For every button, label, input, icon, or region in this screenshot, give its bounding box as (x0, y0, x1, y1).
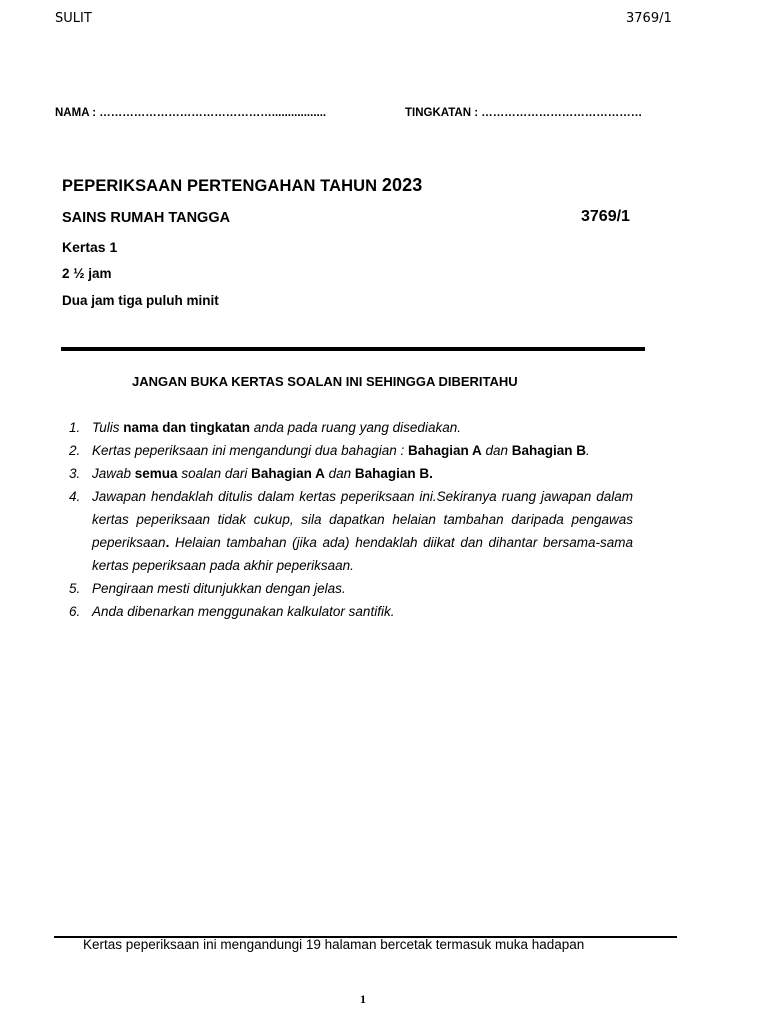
instruction-emphasis: Bahagian A (407, 443, 482, 458)
instruction-text (92, 439, 633, 462)
instruction-fragment: dan (481, 443, 512, 458)
instruction-number: 2. (69, 443, 81, 458)
instruction-emphasis: semua (134, 466, 178, 481)
instruction-text (92, 577, 633, 600)
security-label: SULIT (55, 11, 92, 26)
instruction-number: 4. (69, 489, 81, 504)
subject-name: SAINS RUMAH TANGGA (62, 210, 231, 226)
instruction-item (62, 577, 633, 600)
instruction-item (62, 485, 633, 577)
subject-code: 3769/1 (581, 208, 630, 225)
instruction-item (62, 600, 633, 623)
instruction-fragment: Jawapan hendaklah ditulis dalam kertas peperiksaan ini.Sekiranya ruang jawapan dalam kertas peperiksaan tidak cukup, sila dapatkan helaian tambahan daripada pengawas peperiksaan (92, 489, 633, 550)
instruction-fragment: Jawab (92, 466, 135, 481)
instruction-fragment: Anda dibenarkan menggunakan kalkulator santifik. (92, 604, 395, 619)
form-field: TINGKATAN : …………………………………… (405, 107, 643, 119)
instruction-fragment: Helaian tambahan (jika ada) hendaklah diikat dan dihantar bersama-sama kertas peperiksaan pada akhir peperiksaan. (92, 535, 633, 573)
exam-title (62, 175, 422, 196)
instruction-emphasis: Bahagian A (251, 466, 325, 481)
paper-number: Kertas 1 (62, 239, 118, 255)
exam-title-text: PEPERIKSAAN PERTENGAHAN TAHUN (62, 177, 378, 195)
exam-duration-words: Dua jam tiga puluh minit (62, 293, 219, 308)
instruction-emphasis: Bahagian B. (354, 466, 433, 481)
instruction-fragment: Tulis (92, 420, 124, 435)
instruction-text (92, 485, 633, 577)
exam-year: 2023 (381, 175, 423, 195)
instruction-number: 5. (69, 581, 81, 596)
instruction-item (62, 416, 633, 439)
page-number: 1 (360, 992, 366, 1006)
instruction-fragment: soalan dari (177, 466, 252, 481)
instructions-list (62, 416, 633, 623)
instruction-fragment: Pengiraan mesti ditunjukkan dengan jelas. (92, 581, 346, 596)
name-field: NAMA : ………………………………………................. (55, 107, 327, 119)
divider-line (61, 347, 645, 351)
instruction-text (92, 600, 633, 623)
instruction-fragment: . (586, 443, 590, 458)
page-count-note: Kertas peperiksaan ini mengandungi 19 halaman bercetak termasuk muka hadapan (83, 937, 585, 952)
instruction-emphasis: . (165, 535, 170, 550)
instruction-emphasis: nama dan tingkatan (123, 420, 251, 435)
instruction-emphasis: Bahagian B (511, 443, 587, 458)
instruction-text (92, 462, 633, 485)
exam-duration: 2 ½ jam (62, 266, 112, 281)
instruction-text (92, 416, 633, 439)
instruction-fragment: dan (324, 466, 355, 481)
instruction-number: 1. (69, 420, 81, 435)
instruction-item (62, 462, 633, 485)
instruction-number: 6. (69, 604, 81, 619)
instruction-fragment: Kertas peperiksaan ini mengandungi dua bahagian : (92, 443, 408, 458)
instruction-number: 3. (69, 466, 81, 481)
instruction-fragment: anda pada ruang yang disediakan. (250, 420, 461, 435)
instruction-item (62, 439, 633, 462)
header-paper-code: 3769/1 (626, 11, 672, 26)
warning-notice: JANGAN BUKA KERTAS SOALAN INI SEHINGGA DIBERITAHU (132, 374, 518, 389)
